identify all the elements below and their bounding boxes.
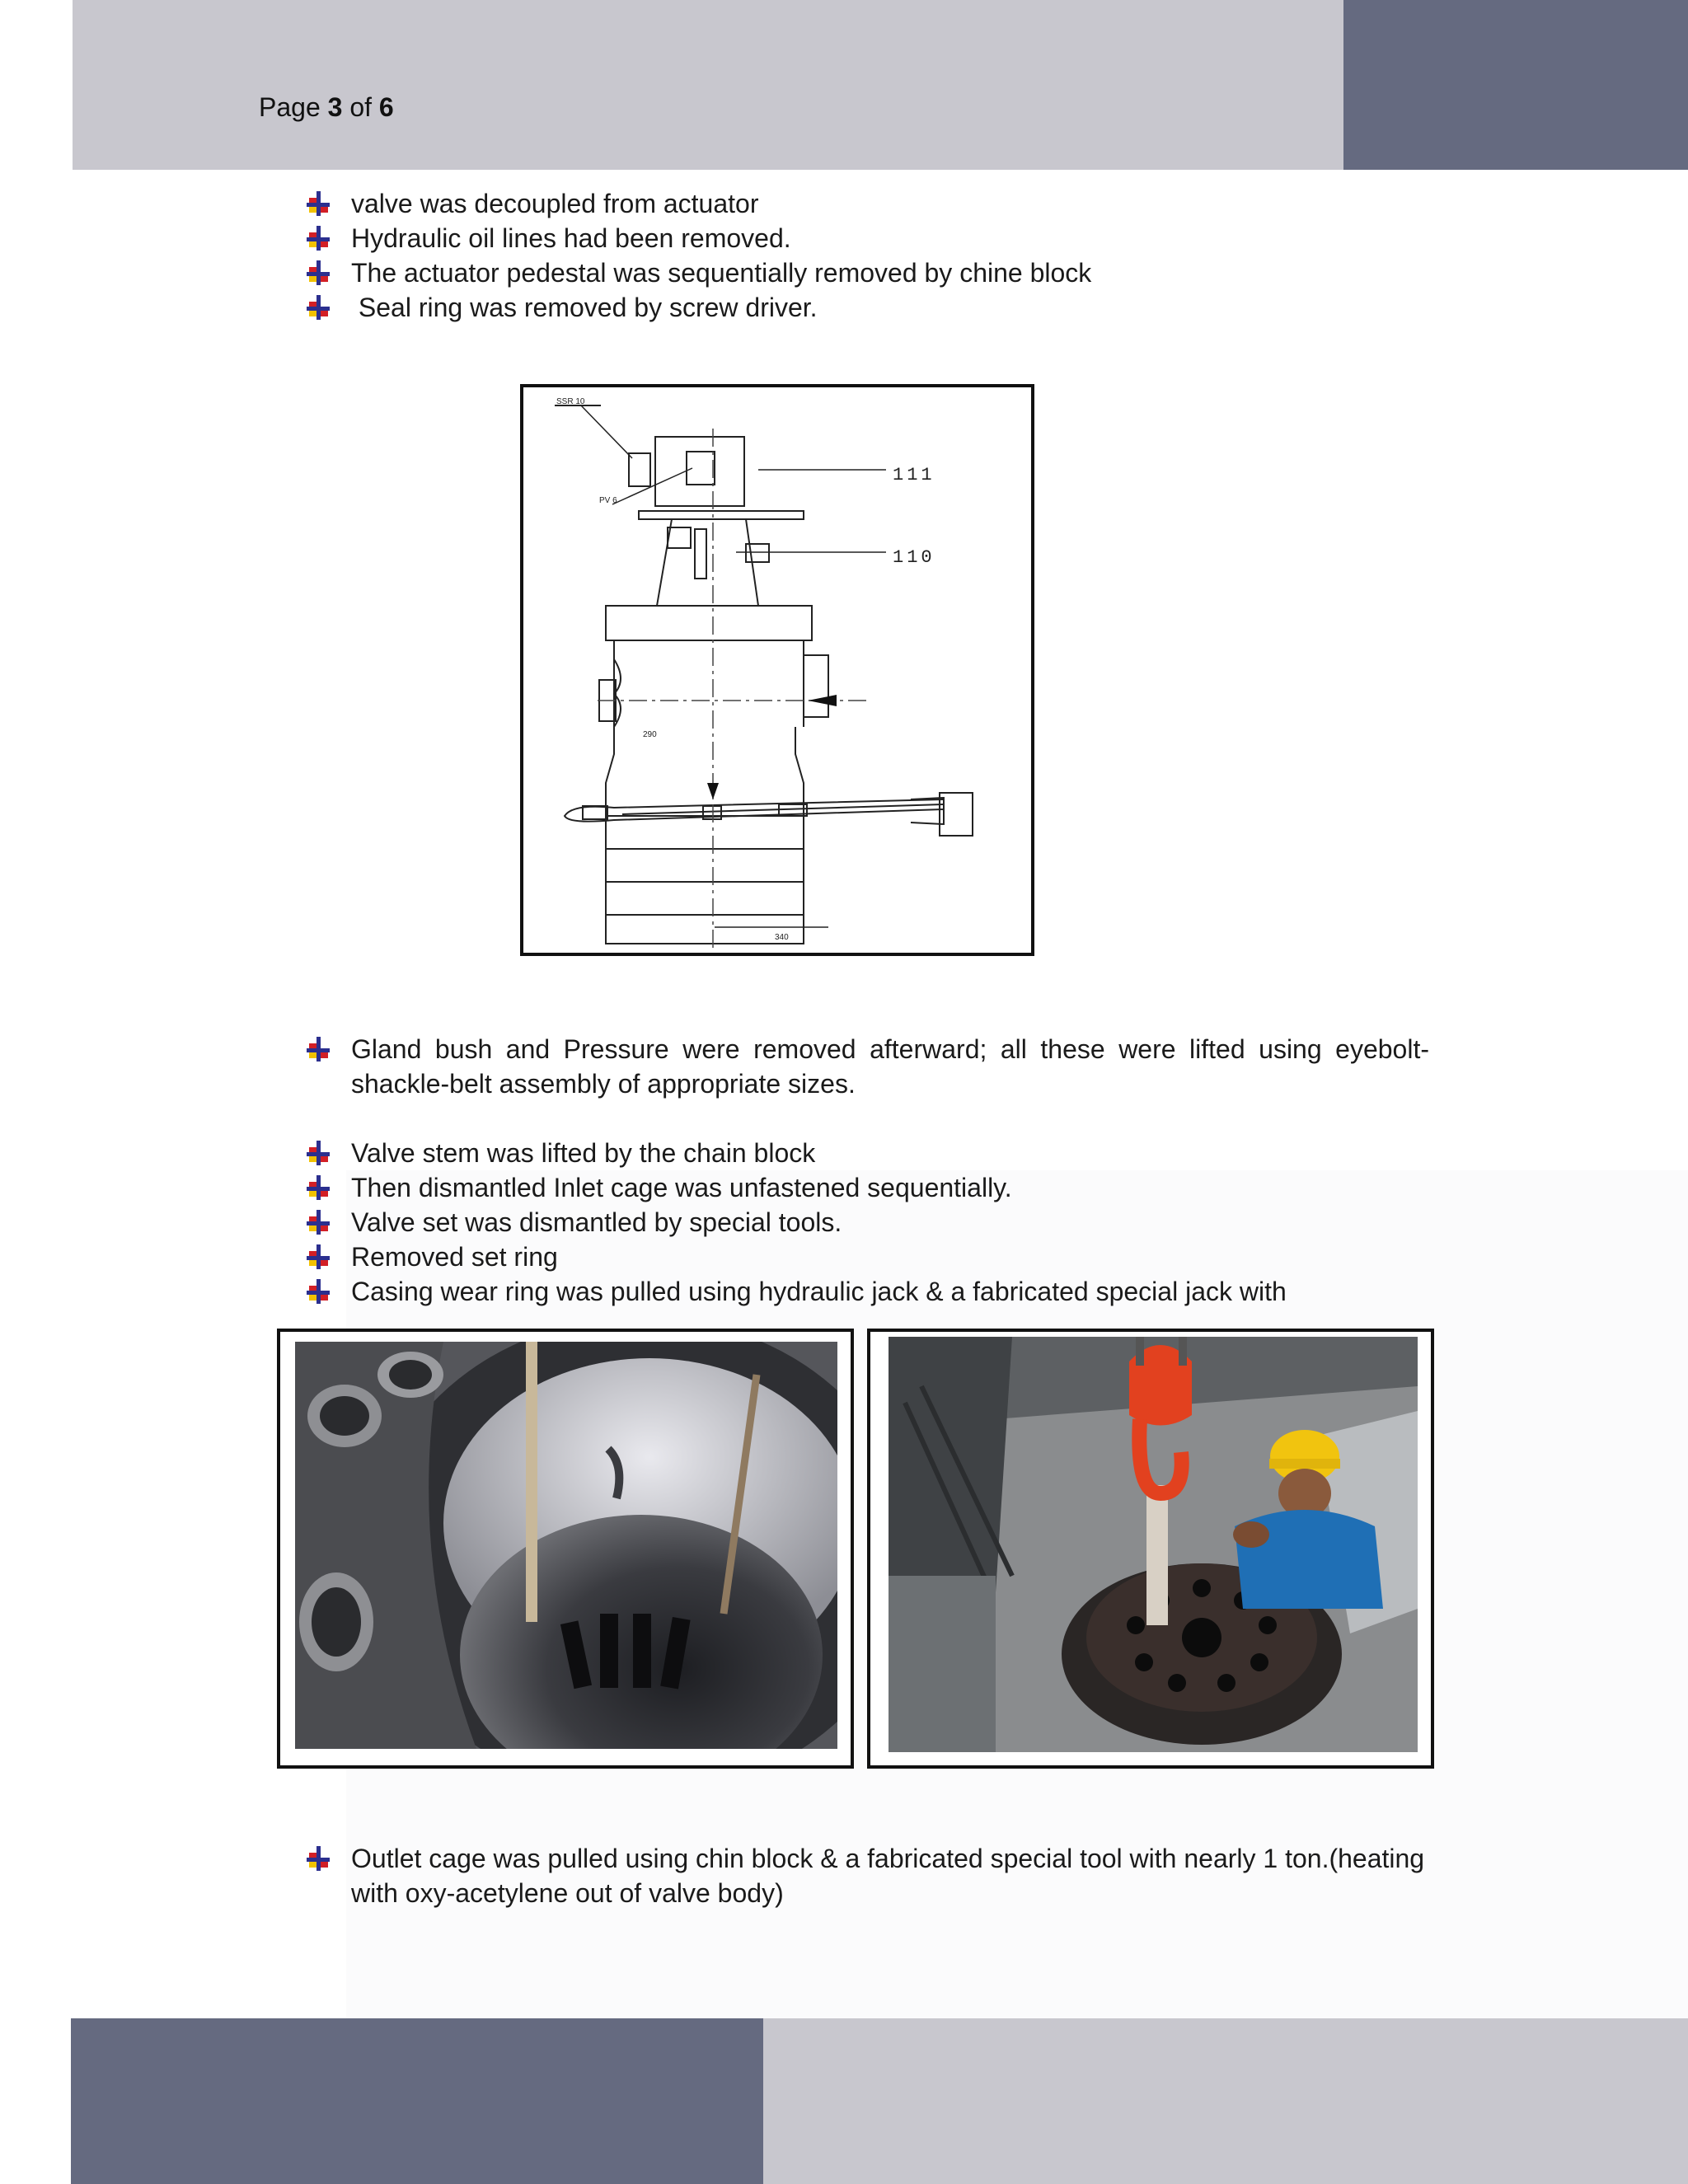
label-pv: PV 6 [599,496,617,505]
list-item: Gland bush and Pressure were removed afterward; all these were lifted using eyebolt-shackle-belt assembly of appropriate sizes. [307,1032,1429,1101]
lifting-operation-photo [889,1337,1418,1752]
bullet-arrow-icon [307,1244,330,1269]
list-item: Outlet cage was pulled using chin block & a fabricated special tool with nearly 1 ton.(heating with oxy-acetylene out of valve body) [307,1841,1429,1910]
valve-interior-photo [295,1342,837,1749]
bullet-arrow-icon [307,1210,330,1235]
list-item: valve was decoupled from actuator [307,186,1428,221]
list-item: Casing wear ring was pulled using hydraulic jack & a fabricated special jack with [307,1274,1429,1309]
removal-steps-list-1 [307,186,1428,325]
page-number: Page 3 of 6 [259,92,394,122]
label-110: 110 [893,547,935,568]
label-340: 340 [775,933,789,942]
footer-band-dark [71,2018,763,2184]
bullet-arrow-icon [307,295,330,320]
removal-steps-list-2 [307,1032,1429,1101]
removal-steps-list-4 [307,1841,1429,1910]
valve-drawing-svg [523,387,1031,953]
header-band-light [73,0,1343,170]
list-item: Valve stem was lifted by the chain block [307,1136,1429,1170]
list-item: The actuator pedestal was sequentially removed by chine block [307,255,1428,290]
bullet-arrow-icon [307,1037,330,1062]
bullet-arrow-icon [307,1175,330,1200]
list-item: Valve set was dismantled by special tools. [307,1205,1429,1240]
list-item: Removed set ring [307,1240,1429,1274]
bullet-arrow-icon [307,1279,330,1304]
photo-frame-valve-interior [277,1329,854,1769]
bullet-arrow-icon [307,226,330,251]
header-band-dark [1343,0,1688,170]
label-290: 290 [643,730,657,739]
removal-steps-list-3 [307,1136,1429,1309]
label-ssr: SSR 10 [556,397,585,406]
list-item: Then dismantled Inlet cage was unfastened sequentially. [307,1170,1429,1205]
label-111: 111 [893,465,935,485]
bullet-arrow-icon [307,1846,330,1871]
bullet-arrow-icon [307,260,330,285]
list-item: Hydraulic oil lines had been removed. [307,221,1428,255]
photo-frame-lifting-operation [867,1329,1434,1769]
list-item: Seal ring was removed by screw driver. [307,290,1428,325]
footer-band-light [763,2018,1688,2184]
valve-technical-drawing [520,384,1034,956]
bullet-arrow-icon [307,191,330,216]
bullet-arrow-icon [307,1141,330,1165]
